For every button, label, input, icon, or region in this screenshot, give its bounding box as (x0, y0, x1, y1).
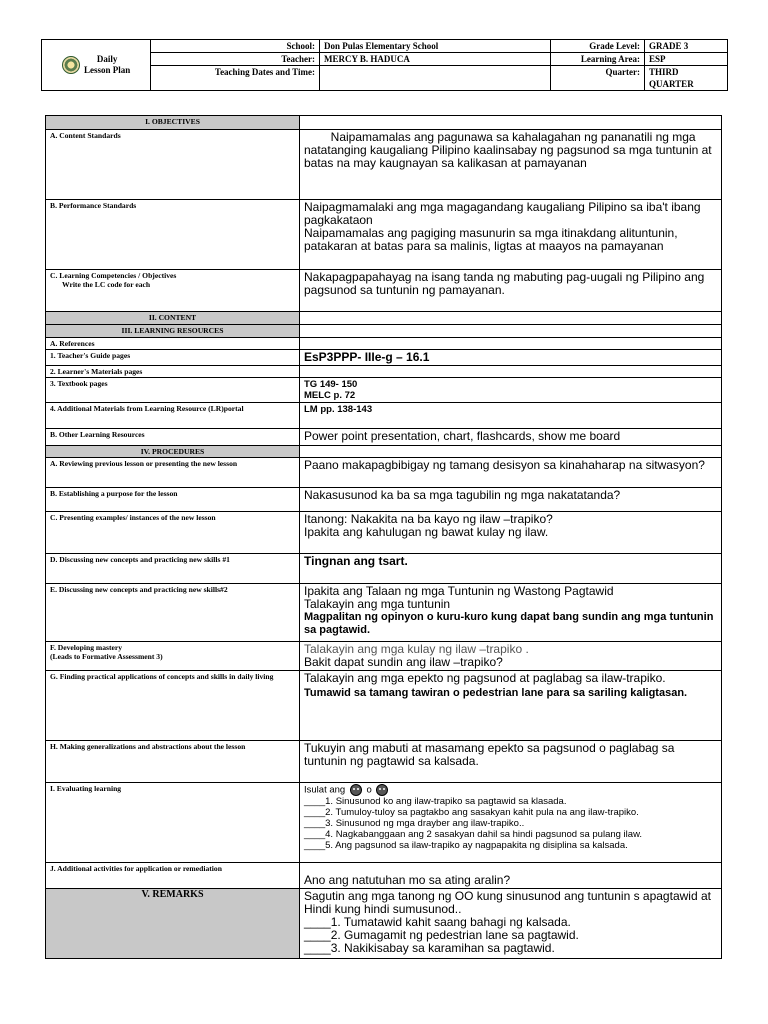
proc-i-cell (300, 783, 722, 863)
area-value: ESP (645, 53, 728, 66)
proc-i-item-3: ____3. Sinusunod ng mga drayber ang ilaw-trapiko.. (304, 818, 525, 829)
content-blank (300, 312, 722, 325)
tg-text: EsP3PPP- IIIe-g – 16.1 (300, 350, 722, 366)
grade-value: GRADE 3 (645, 40, 728, 53)
proc-h-text: Tukuyin ang mabuti at masamang epekto sa pagsunod o paglabag sa tuntunin ng pagtawid sa kalsada. (300, 741, 722, 783)
teacher-label: Teacher: (151, 53, 320, 66)
competencies-text: Nakapagpapahayag na isang tanda ng mabuting pag-uugali ng Pilipino ang pagsunod sa tuntunin ng pamayanan. (300, 270, 722, 312)
proc-i-intro-line (304, 784, 717, 796)
quarter-label: Quarter: (551, 66, 645, 91)
proc-i-label: I. Evaluating learning (46, 783, 300, 863)
proc-g-cell (300, 671, 722, 741)
remarks-text: Sagutin ang mga tanong ng OO kung sinusunod ang tuntunin s apagtawid at Hindi kung hindi sumusunod.. (304, 889, 711, 916)
proc-g-text-1: Talakayin ang mga epekto ng pagsunod at paglabag sa ilaw-trapiko. (304, 671, 666, 685)
textbook-text-2: MELC p. 72 (304, 390, 356, 401)
area-label: Learning Area: (551, 53, 645, 66)
proc-f-label-cell (46, 642, 300, 671)
textbook-cell (300, 378, 722, 403)
proc-c-text-2: Ipakita ang kahulugan ng bawat kulay ng ilaw. (304, 525, 549, 539)
proc-e-text-2: Talakayin ang mga tuntunin (304, 597, 451, 611)
remarks-cell (300, 889, 722, 959)
logo-line-2: Lesson Plan (83, 65, 131, 75)
proc-j-label: J. Additional activities for application or remediation (46, 863, 300, 889)
performance-standards-text-2: Naipamamalas ang pagiging masunurin sa mga itinakdang alituntunin, patakaran at batas para sa malinis, ligtas at maayos na pamayanan (304, 226, 678, 253)
proc-f-label-1: F. Developing mastery (50, 643, 123, 652)
references-blank (300, 338, 722, 350)
proc-b-label: B. Establishing a purpose for the lesson (46, 488, 300, 512)
sad-face-icon (376, 784, 388, 796)
resources-blank (300, 325, 722, 338)
proc-i-or: o (366, 784, 372, 796)
proc-i-item-5: ____5. Ang pagsunod sa ilaw-trapiko ay nagpapakita ng disiplina sa kalsada. (304, 840, 628, 851)
proc-c-text-1: Itanong: Nakakita na ba kayo ng ilaw –trapiko? (304, 512, 553, 526)
competencies-label-cell (46, 270, 300, 312)
school-label: School: (151, 40, 320, 53)
content-standards-label: A. Content Standards (46, 130, 300, 200)
procedures-blank (300, 446, 722, 458)
proc-i-intro: Isulat ang (304, 784, 346, 796)
logo-text (84, 54, 130, 76)
proc-a-text: Paano makapagbibigay ng tamang desisyon sa kinahaharap na sitwasyon? (300, 458, 722, 488)
proc-e-label: E. Discussing new concepts and practicing new skills#2 (46, 584, 300, 642)
remarks-item-1: ____1. Tumatawid kahit saang bahagi ng kalsada. (304, 915, 571, 929)
proc-f-text-1: Talakayin ang mga kulay ng ilaw –trapiko . (304, 642, 529, 656)
other-resources-text: Power point presentation, chart, flashcards, show me board (300, 429, 722, 446)
resources-heading: III. LEARNING RESOURCES (46, 325, 300, 338)
proc-a-label: A. Reviewing previous lesson or presenting the new lesson (46, 458, 300, 488)
proc-d-label: D. Discussing new concepts and practicing new skills #1 (46, 554, 300, 584)
performance-standards-label: B. Performance Standards (46, 200, 300, 270)
references-label: A. References (46, 338, 300, 350)
logo-cell (42, 40, 151, 91)
dates-label: Teaching Dates and Time: (151, 66, 320, 91)
content-heading: II. CONTENT (46, 312, 300, 325)
performance-standards-text-1: Naipagmamalaki ang mga magagandang kaugaliang Pilipino sa iba't ibang pagkakataon (304, 200, 701, 227)
procedures-heading: IV. PROCEDURES (46, 446, 300, 458)
proc-g-text-2: Tumawid sa tamang tawiran o pedestrian lane para sa sariling kaligtasan. (304, 687, 688, 699)
lesson-table (45, 115, 722, 959)
textbook-label: 3. Textbook pages (46, 378, 300, 403)
performance-standards-cell (300, 200, 722, 270)
deped-seal-icon (62, 56, 80, 74)
content-standards-text: Naipamamalas ang pagunawa sa kahalagahan ng pananatili ng mga natatanging kaugaliang Pilipino kaalinsabay ng pagsunod sa mga tuntunin at batas na may kaugnayan sa kalikasan at pamayanan (300, 130, 722, 200)
proc-c-cell (300, 512, 722, 554)
happy-face-icon (350, 784, 362, 796)
teacher-value: MERCY B. HADUCA (320, 53, 551, 66)
other-resources-label: B. Other Learning Resources (46, 429, 300, 446)
header-table (41, 39, 728, 91)
proc-i-item-1: ____1. Sinusunod ko ang ilaw-trapiko sa pagtawid sa klasada. (304, 796, 567, 807)
lm-label: 2. Learner's Materials pages (46, 366, 300, 378)
dates-value (320, 66, 551, 91)
proc-e-text-1: Ipakita ang Talaan ng mga Tuntunin ng Wastong Pagtawid (304, 584, 614, 598)
proc-j-text: Ano ang natutuhan mo sa ating aralin? (300, 863, 722, 889)
remarks-item-2: ____2. Gumagamit ng pedestrian lane sa pagtawid. (304, 928, 579, 942)
remarks-item-3: ____3. Nakikisabay sa karamihan sa pagtawid. (304, 941, 555, 955)
proc-h-label: H. Making generalizations and abstractions about the lesson (46, 741, 300, 783)
proc-g-label: G. Finding practical applications of concepts and skills in daily living (46, 671, 300, 741)
logo-line-1: Daily (96, 54, 118, 64)
remarks-heading: V. REMARKS (46, 889, 300, 959)
proc-f-cell (300, 642, 722, 671)
textbook-text-1: TG 149- 150 (304, 379, 358, 390)
proc-b-text: Nakasusunod ka ba sa mga tagubilin ng mga nakatatanda? (300, 488, 722, 512)
proc-e-cell (300, 584, 722, 642)
grade-label: Grade Level: (551, 40, 645, 53)
lm-blank (300, 366, 722, 378)
objectives-heading-blank (300, 116, 722, 130)
competencies-sublabel: Write the LC code for each (62, 280, 151, 289)
proc-i-item-2: ____2. Tumuloy-tuloy sa pagtakbo ang sasakyan kahit pula na ang ilaw-trapiko. (304, 807, 639, 818)
proc-d-text: Tingnan ang tsart. (300, 554, 722, 584)
objectives-heading: I. OBJECTIVES (46, 116, 300, 130)
additional-materials-label: 4. Additional Materials from Learning Resource (LR)portal (46, 403, 300, 429)
proc-i-item-4: ____4. Nagkabanggaan ang 2 sasakyan dahil sa hindi pagsunod sa pulang ilaw. (304, 829, 643, 840)
quarter-value: THIRD QUARTER (645, 66, 728, 91)
competencies-label: C. Learning Competencies / Objectives (50, 271, 177, 280)
proc-c-label: C. Presenting examples/ instances of the new lesson (46, 512, 300, 554)
proc-f-text-2: Bakit dapat sundin ang ilaw –trapiko? (304, 655, 503, 669)
proc-f-label-2: (Leads to Formative Assessment 3) (50, 652, 163, 661)
tg-label: 1. Teacher's Guide pages (46, 350, 300, 366)
school-value: Don Pulas Elementary School (320, 40, 551, 53)
additional-materials-text: LM pp. 138-143 (300, 403, 722, 429)
proc-e-text-3: Magpalitan ng opinyon o kuru-kuro kung dapat bang sundin ang mga tuntunin sa pagtawid. (304, 611, 714, 636)
